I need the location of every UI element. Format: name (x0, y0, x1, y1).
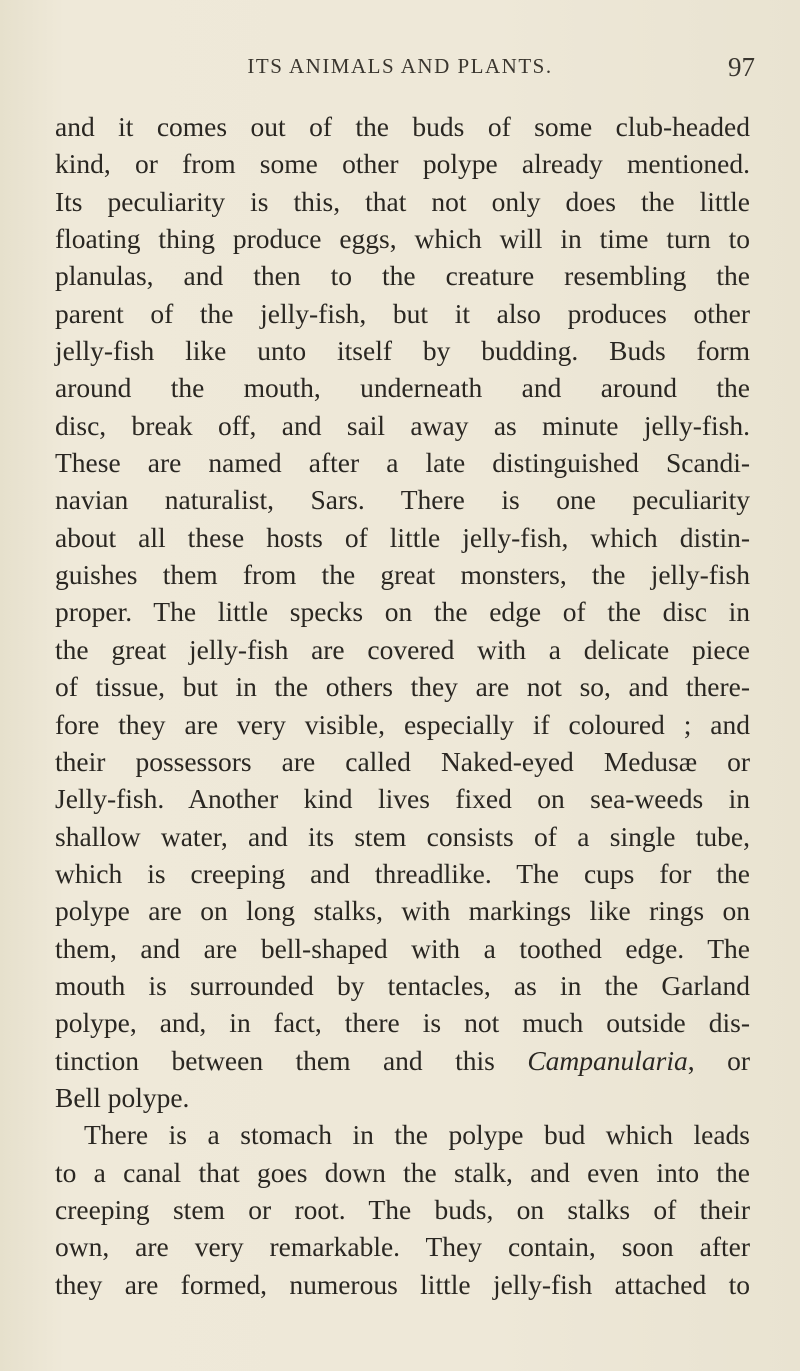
text-line: about all these hosts of little jelly-fish, which distin- (55, 521, 750, 553)
text-line: Jelly-fish. Another kind lives fixed on sea-weeds in (55, 783, 750, 815)
running-header (0, 52, 800, 82)
text-line: navian naturalist, Sars. There is one peculiarity (55, 484, 750, 516)
text-line: kind, or from some other polype already mentioned. (55, 148, 750, 180)
text-line: own, are very remarkable. They contain, soon after (55, 1231, 750, 1263)
text-line: jelly-fish like unto itself by budding. Buds form (55, 335, 750, 367)
text-line: parent of the jelly-fish, but it also produces other (55, 297, 750, 329)
running-title: ITS ANIMALS AND PLANTS. (247, 54, 553, 78)
text-line: fore they are very visible, especially if coloured ; and (55, 708, 750, 740)
text-line (55, 1042, 750, 1079)
text-line: to a canal that goes down the stalk, and even into the (55, 1156, 750, 1188)
text-line: their possessors are called Naked-eyed Medusæ or (55, 745, 750, 777)
text-line: and it comes out of the buds of some club-headed (55, 111, 750, 142)
text-line: These are named after a late distinguished Scandi- (55, 447, 750, 479)
text-line: around the mouth, underneath and around the (55, 372, 750, 404)
text-line-paragraph-end: Bell polype. (55, 1081, 190, 1113)
text-line: disc, break off, and sail away as minute jelly-fish. (55, 409, 750, 441)
text-line: shallow water, and its stem consists of a single tube, (55, 820, 750, 852)
text-line: planulas, and then to the creature resembling the (55, 260, 750, 292)
text-line: they are formed, numerous little jelly-fish attached to (55, 1268, 750, 1300)
body-text (55, 108, 750, 1303)
text-line: of tissue, but in the others they are not so, and there- (55, 671, 750, 703)
text-line: creeping stem or root. The buds, on stalks of their (55, 1193, 750, 1225)
text-line: which is creeping and threadlike. The cups for the (55, 857, 750, 889)
text-line: guishes them from the great monsters, the jelly-fish (55, 559, 750, 591)
text-line: Its peculiarity is this, that not only does the little (55, 185, 750, 217)
text-line: polype, and, in fact, there is not much outside dis- (55, 1007, 750, 1039)
page-number: 97 (728, 52, 755, 82)
text-line: them, and are bell-shaped with a toothed edge. The (55, 932, 750, 964)
text-line: polype are on long stalks, with markings like rings on (55, 895, 750, 927)
text-line: mouth is surrounded by tentacles, as in the Garland (55, 969, 750, 1001)
text-line: floating thing produce eggs, which will in time turn to (55, 223, 750, 255)
italic-term: Campanularia (527, 1044, 688, 1076)
text-span: , or (687, 1044, 750, 1076)
text-line: proper. The little specks on the edge of the disc in (55, 596, 750, 628)
text-line: the great jelly-fish are covered with a delicate piece (55, 633, 750, 665)
text-span: tinction between them and this (55, 1044, 528, 1076)
text-line-paragraph-start: There is a stomach in the polype bud which leads (84, 1119, 750, 1151)
